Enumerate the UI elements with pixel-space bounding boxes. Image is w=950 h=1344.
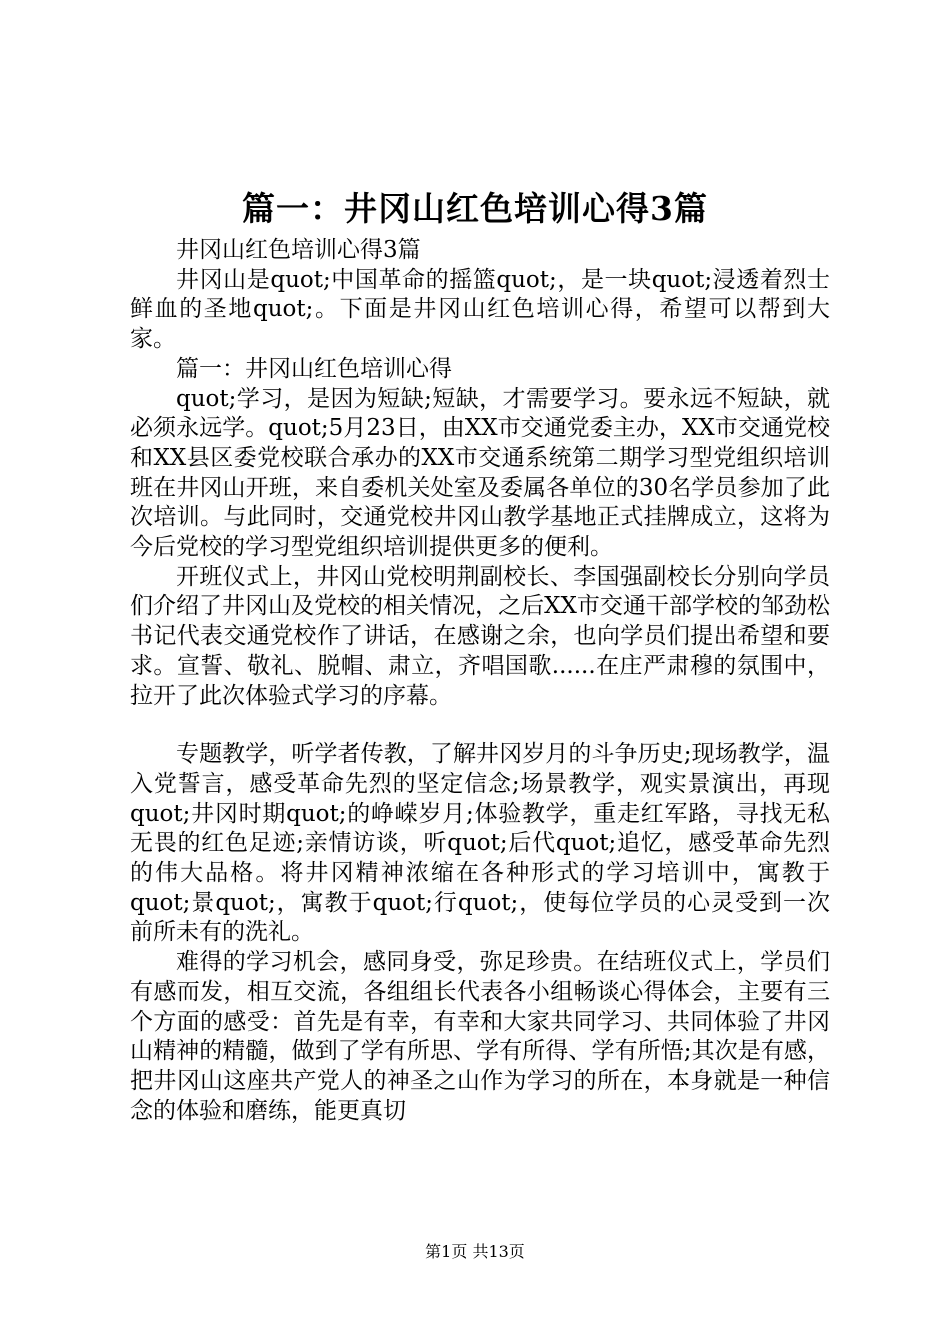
page-footer: 第1页 共13页: [425, 1242, 525, 1261]
paragraph-body: 开班仪式上，井冈山党校明荆副校长、李国强副校长分别向学员们介绍了井冈山及党校的相关情况，之后XX市交通干部学校的邹劲松书记代表交通党校作了讲话，在感谢之余，也向学员们提出希望和要求。宣誓、敬礼、脱帽、肃立，齐唱国歌......在庄严肃穆的氛围中，拉开了此次体验式学习的序幕。: [130, 563, 830, 709]
paragraph-intro: 井冈山是quot;中国革命的摇篮quot;，是一块quot;浸透着烈士鲜血的圣地quot;。下面是井冈山红色培训心得，希望可以帮到大家。: [130, 266, 830, 353]
document-title: 篇一：井冈山红色培训心得3篇: [242, 189, 708, 228]
paragraph-body: quot;学习，是因为短缺;短缺，才需要学习。要永远不短缺，就必须永远学。quot;5月23日，由XX市交通党委主办，XX市交通党校和XX县区委党校联合承办的XX市交通系统第二期学习型党组织培训班在井冈山开班，来自委机关处室及委属各单位的30名学员参加了此次培训。与此同时，交通党校井冈山教学基地正式挂牌成立，这将为今后党校的学习型党组织培训提供更多的便利。: [130, 385, 830, 561]
paragraph-section-heading: 篇一：井冈山红色培训心得: [176, 355, 452, 382]
paragraph-subtitle: 井冈山红色培训心得3篇: [176, 237, 421, 263]
paragraph-gap: [130, 711, 830, 740]
document-body: [130, 236, 830, 1126]
paragraph-body: 难得的学习机会，感同身受，弥足珍贵。在结班仪式上，学员们有感而发，相互交流，各组组长代表各小组畅谈心得体会，主要有三个方面的感受：首先是有幸，有幸和大家共同学习、共同体验了井冈山精神的精髓，做到了学有所思、学有所得、学有所悟;其次是有感，把井冈山这座共产党人的神圣之山作为学习的所在，本身就是一种信念的体验和磨练，能更真切: [130, 949, 830, 1124]
paragraph-body: 专题教学，听学者传教，了解井冈岁月的斗争历史;现场教学，温入党誓言，感受革命先烈的坚定信念;场景教学，观实景演出，再现quot;井冈时期quot;的峥嵘岁月;体验教学，重走红军路，寻找无私无畏的红色足迹;亲情访谈，听quot;后代quot;追忆，感受革命先烈的伟大品格。将井冈精神浓缩在各种形式的学习培训中，寓教于quot;景quot;，寓教于quot;行quot;，使每位学员的心灵受到一次前所未有的洗礼。: [130, 741, 830, 946]
